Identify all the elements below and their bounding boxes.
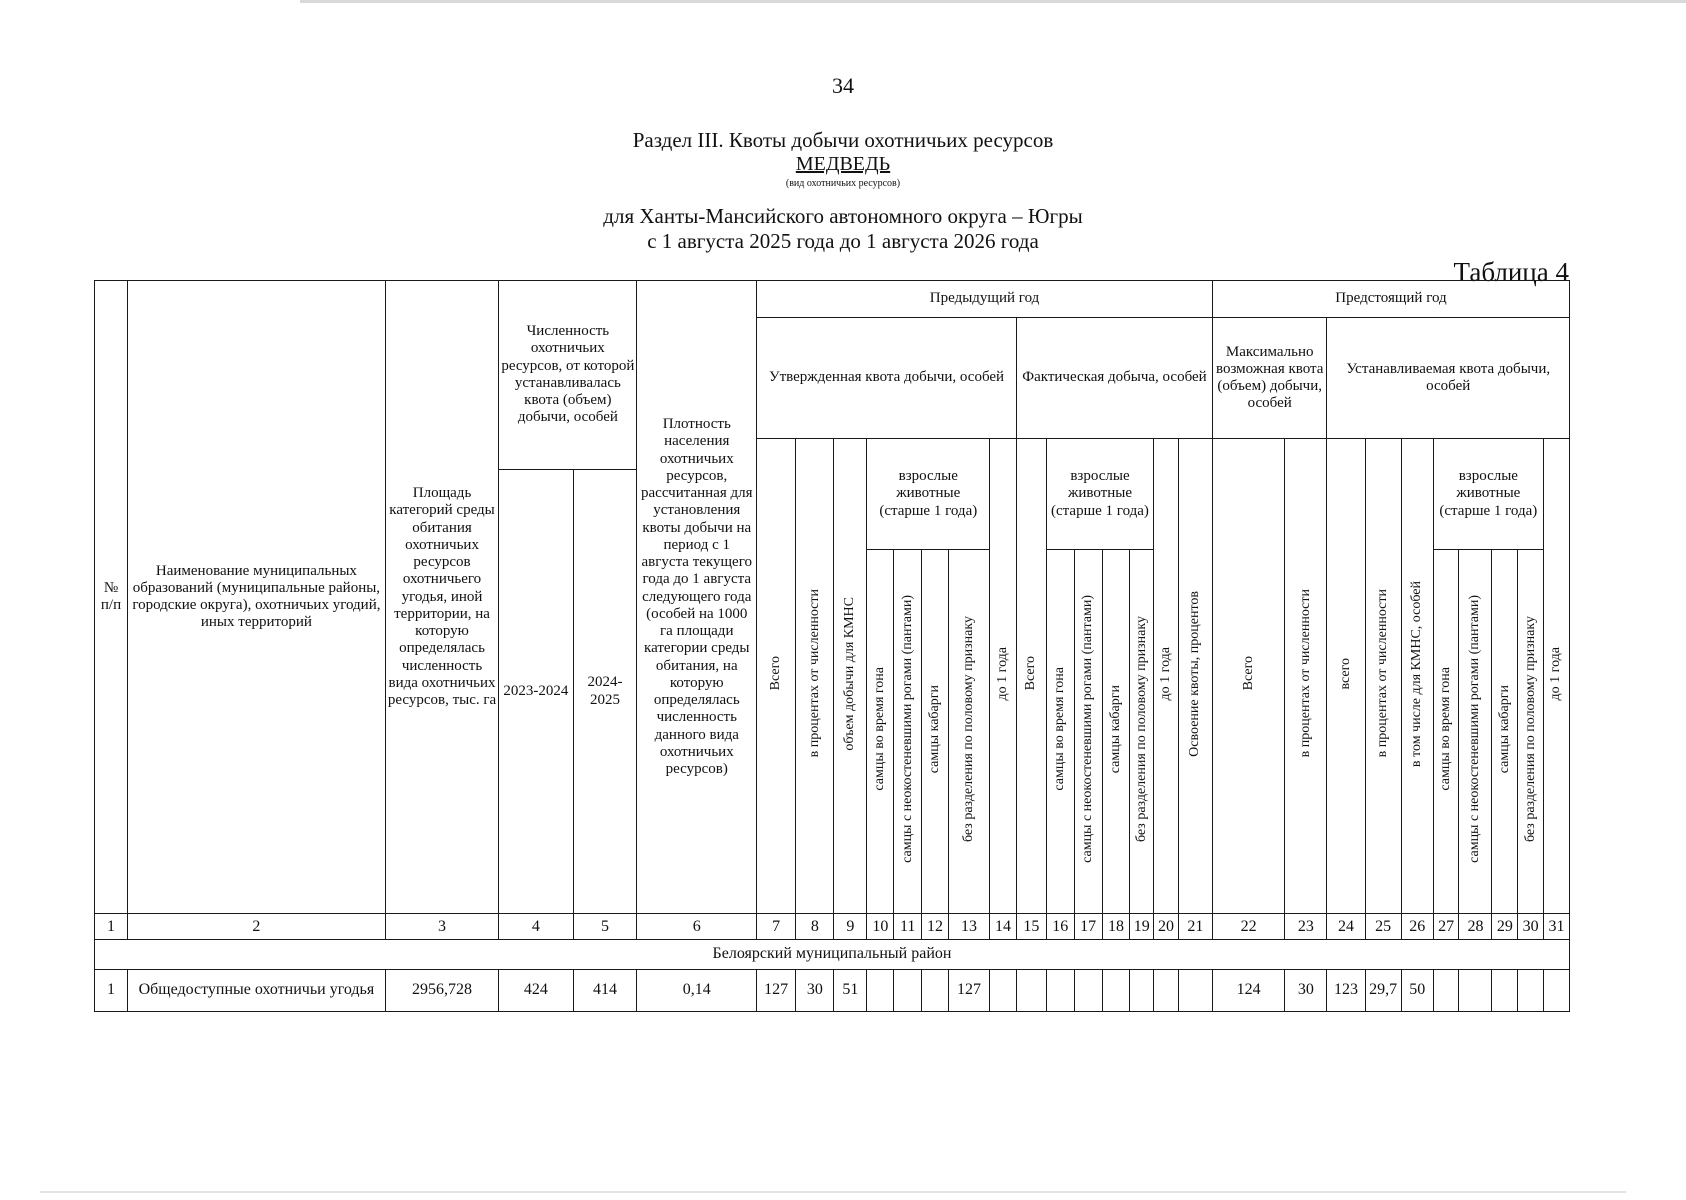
vt-approved-no-sex: без разделения по половому признаку <box>960 616 976 843</box>
data-rows <box>95 969 1570 1011</box>
col-header-density: Плотность населения охотничьих ресурсов, рассчитанная для установления квоты добычи на период с 1 августа текущего года до 1 августа следующего года (особей на 1000 га площади категории среды обитания, на которую определялась численность данного вида охотничьих ресурсов) <box>637 281 757 914</box>
vt-approved-under1: до 1 года <box>995 646 1010 701</box>
table-cell <box>1518 969 1544 1011</box>
scan-edge-top <box>300 0 1686 3</box>
col-header-approved-musk <box>922 549 949 913</box>
table-cell: 30 <box>1285 969 1327 1011</box>
col-header-actual-males-antlers <box>1074 549 1102 913</box>
table-cell <box>1130 969 1154 1011</box>
col-header-actual-harvest: Фактическая добыча, особей <box>1016 317 1212 438</box>
col-header-set-musk <box>1492 549 1518 913</box>
vt-set-under1: до 1 года <box>1548 646 1564 701</box>
column-number-cell: 10 <box>867 914 894 940</box>
col-header-approved-total <box>757 439 796 914</box>
column-number-cell: 29 <box>1492 914 1518 940</box>
col-header-approved-males-antlers <box>894 549 922 913</box>
column-number-cell: 8 <box>796 914 834 940</box>
column-number-cell: 20 <box>1154 914 1179 940</box>
table-cell: 1 <box>95 969 128 1011</box>
column-number-cell: 12 <box>922 914 949 940</box>
column-number-cell: 31 <box>1544 914 1570 940</box>
species-text: МЕДВЕДЬ <box>795 153 891 175</box>
column-number-cell: 26 <box>1401 914 1433 940</box>
vt-max-percent: в процентах от численности <box>1297 589 1313 758</box>
col-header-set-males-rut <box>1433 549 1459 913</box>
vt-approved-total: Всего <box>768 656 784 691</box>
vt-max-total: Всего <box>1240 656 1256 691</box>
period-line: с 1 августа 2025 года до 1 августа 2026 года <box>647 229 1039 253</box>
column-number-cell: 9 <box>834 914 867 940</box>
col-header-actual-under1 <box>1154 439 1179 914</box>
col-header-population: Численность охотничьих ресурсов, от которой устанавливалась квота (объем) добычи, особей <box>499 281 637 470</box>
col-header-approved-males-rut <box>867 549 894 913</box>
col-header-actual-musk <box>1102 549 1130 913</box>
col-header-approved-adults: взрослые животные (старше 1 года) <box>867 439 990 550</box>
table-cell <box>1102 969 1130 1011</box>
col-header-max-percent <box>1285 439 1327 914</box>
table-cell <box>1433 969 1459 1011</box>
vt-approved-musk: самцы кабарги <box>926 684 942 774</box>
column-number-cell: 13 <box>948 914 989 940</box>
col-header-max-total <box>1212 439 1284 914</box>
column-number-cell: 21 <box>1178 914 1212 940</box>
col-header-actual-males-rut <box>1046 549 1074 913</box>
col-header-area: Площадь категорий среды обитания охотничьих ресурсов охотничьего угодья, иной территории, на которую определялась численность вида охотничьих ресурсов, тыс. га <box>385 281 498 914</box>
vt-set-no-sex: без разделения по половому признаку <box>1522 616 1538 843</box>
table-cell <box>1492 969 1518 1011</box>
column-number-cell: 19 <box>1130 914 1154 940</box>
column-number-cell: 14 <box>990 914 1017 940</box>
column-number-cell: 15 <box>1016 914 1046 940</box>
table-cell: 414 <box>573 969 637 1011</box>
column-number-cell: 27 <box>1433 914 1459 940</box>
species-name <box>0 153 1686 176</box>
col-header-prev-year: Предыдущий год <box>757 281 1213 318</box>
column-number-cell: 30 <box>1518 914 1544 940</box>
col-header-approved-percent <box>796 439 834 914</box>
col-header-set-no-sex <box>1518 549 1544 913</box>
table-cell: 123 <box>1327 969 1365 1011</box>
table-cell <box>1178 969 1212 1011</box>
vt-actual-males-antlers: самцы с неокостеневшими рогами (пантами) <box>1080 595 1096 864</box>
row-name-cell: Общедоступные охотничьи угодья <box>128 969 386 1011</box>
column-number-cell: 5 <box>573 914 637 940</box>
vt-approved-percent: в процентах от численности <box>806 589 822 758</box>
table-cell: 124 <box>1212 969 1284 1011</box>
column-number-cell: 24 <box>1327 914 1365 940</box>
vt-actual-total: Всего <box>1023 656 1039 691</box>
vt-set-total: всего <box>1337 657 1353 690</box>
district-name: Белоярский муниципальный район <box>95 940 1570 970</box>
table-cell: 424 <box>499 969 573 1011</box>
column-number-cell: 17 <box>1074 914 1102 940</box>
col-header-year-2023: 2023-2024 <box>499 469 573 914</box>
table-cell: 127 <box>757 969 796 1011</box>
table-cell: 30 <box>796 969 834 1011</box>
column-number-cell: 2 <box>128 914 386 940</box>
table-cell <box>1046 969 1074 1011</box>
col-header-number: № п/п <box>95 281 128 914</box>
col-header-actual-no-sex <box>1130 549 1154 913</box>
table-cell: 0,14 <box>637 969 757 1011</box>
col-header-set-under1 <box>1544 439 1570 914</box>
table-cell <box>867 969 894 1011</box>
col-header-actual-total <box>1016 439 1046 914</box>
column-number-cell: 3 <box>385 914 498 940</box>
vt-approved-kmns: объем добычи для КМНС <box>842 596 858 751</box>
vt-set-kmns: в том числе для КМНС, особей <box>1409 580 1425 767</box>
column-number-row <box>95 914 1570 940</box>
column-number-cell: 23 <box>1285 914 1327 940</box>
column-number-cell: 7 <box>757 914 796 940</box>
vt-approved-males-rut: самцы во время гона <box>872 667 888 791</box>
col-header-year-2024: 2024-2025 <box>573 469 637 914</box>
table-cell <box>1544 969 1570 1011</box>
vt-set-musk: самцы кабарги <box>1496 684 1512 774</box>
col-header-set-adults: взрослые животные (старше 1 года) <box>1433 439 1543 550</box>
table-cell <box>1074 969 1102 1011</box>
col-header-approved-under1 <box>990 439 1017 914</box>
column-number-cell: 4 <box>499 914 573 940</box>
quota-table <box>94 280 1570 1012</box>
vt-actual-under1: до 1 года <box>1157 646 1173 701</box>
table-cell: 51 <box>834 969 867 1011</box>
col-header-set-kmns <box>1401 439 1433 914</box>
table-cell <box>1459 969 1492 1011</box>
vt-approved-males-antlers: самцы с неокостеневшими рогами (пантами) <box>899 595 915 864</box>
table-cell: 50 <box>1401 969 1433 1011</box>
column-number-cell: 16 <box>1046 914 1074 940</box>
vt-actual-no-sex: без разделения по половому признаку <box>1133 616 1149 843</box>
col-header-approved-quota: Утвержденная квота добычи, особей <box>757 317 1017 438</box>
table-label: Таблица 4 <box>1453 257 1569 287</box>
table-cell <box>1154 969 1179 1011</box>
table-cell: 2956,728 <box>385 969 498 1011</box>
col-header-next-year: Предстоящий год <box>1212 281 1569 318</box>
table-cell <box>922 969 949 1011</box>
column-number-cell: 11 <box>894 914 922 940</box>
column-number-cell: 18 <box>1102 914 1130 940</box>
col-header-name: Наименование муниципальных образований (муниципальные районы, городские округа), охотничьих угодий, иных территорий <box>128 281 386 914</box>
column-number-cell: 25 <box>1365 914 1401 940</box>
table-cell <box>990 969 1017 1011</box>
column-number-cell: 22 <box>1212 914 1284 940</box>
table-row <box>95 969 1570 1011</box>
col-header-set-total <box>1327 439 1365 914</box>
scan-edge-bottom <box>40 1191 1626 1193</box>
col-header-set-percent <box>1365 439 1401 914</box>
section-title: Раздел III. Квоты добычи охотничьих ресурсов <box>632 128 1054 152</box>
table-cell: 127 <box>948 969 989 1011</box>
col-header-approved-kmns <box>834 439 867 914</box>
column-number-cell: 6 <box>637 914 757 940</box>
column-number-cell: 28 <box>1459 914 1492 940</box>
district-row <box>95 940 1570 970</box>
vt-set-percent: в процентах от численности <box>1375 589 1391 758</box>
vt-set-males-rut: самцы во время гона <box>1438 667 1454 791</box>
page-number: 34 <box>832 73 854 98</box>
col-header-approved-no-sex <box>948 549 989 913</box>
species-caption: (вид охотничьих ресурсов) <box>785 178 901 189</box>
vt-actual-males-rut: самцы во время гона <box>1052 667 1068 791</box>
col-header-set-males-antlers <box>1459 549 1492 913</box>
region-line: для Ханты-Мансийского автономного округа – Югры <box>603 204 1083 228</box>
column-number-cell: 1 <box>95 914 128 940</box>
col-header-max-quota: Максимально возможная квота (объем) добычи, особей <box>1212 317 1326 438</box>
col-header-set-quota: Устанавливаемая квота добычи, особей <box>1327 317 1570 438</box>
table-cell <box>1016 969 1046 1011</box>
vt-actual-musk: самцы кабарги <box>1107 684 1123 774</box>
vt-set-males-antlers: самцы с неокостеневшими рогами (пантами) <box>1467 595 1483 864</box>
table-cell: 29,7 <box>1365 969 1401 1011</box>
col-header-usage <box>1178 439 1212 914</box>
col-header-actual-adults: взрослые животные (старше 1 года) <box>1046 439 1153 550</box>
vt-usage: Освоение квоты, процентов <box>1187 590 1203 757</box>
table-cell <box>894 969 922 1011</box>
